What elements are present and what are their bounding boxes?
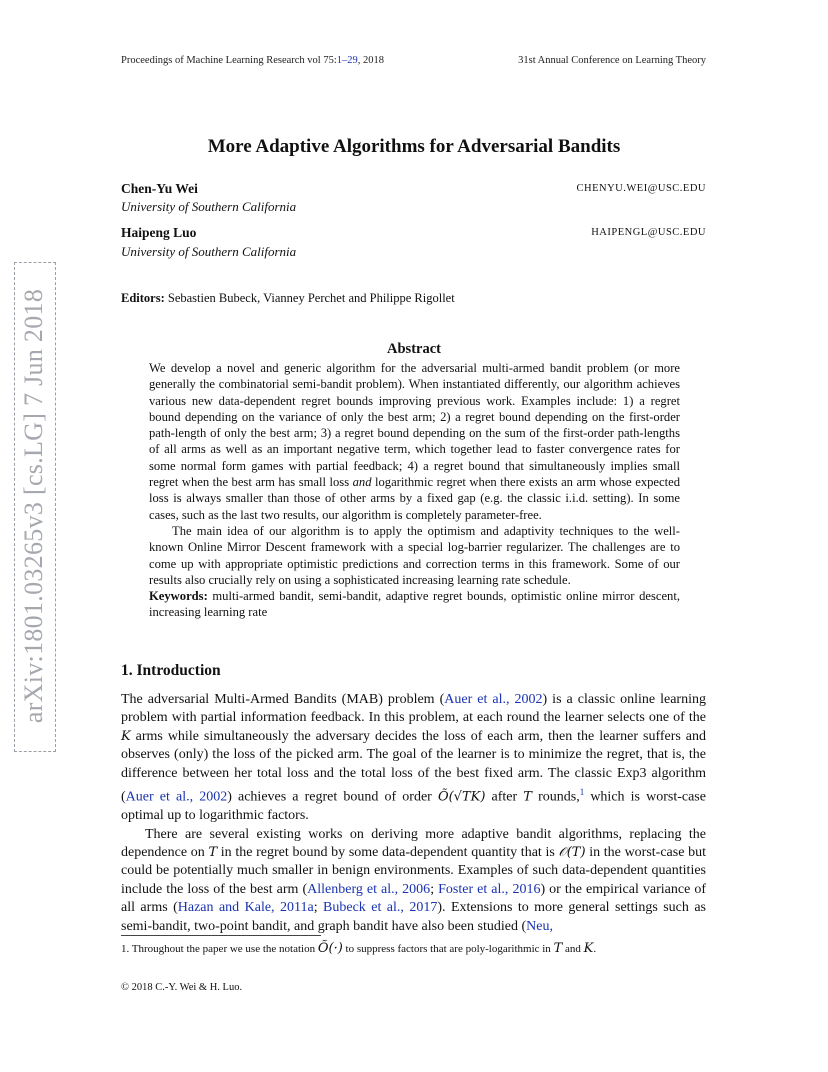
abstract-text: logarithmic regret when there exists an arm whose expected loss is always smaller than those of other arms by a fixed gap (e.g. the classic i.i.d. setting). In some cases, such as the last two results, our algorithm is completely parameter-free. xyxy=(149,475,680,522)
editors-names: Sebastien Bubeck, Vianney Perchet and Philippe Rigollet xyxy=(167,291,455,305)
citation-link[interactable]: Auer et al., 2002 xyxy=(444,692,543,707)
editors-label: Editors: xyxy=(121,291,165,305)
arxiv-watermark[interactable] xyxy=(14,262,56,752)
footnote xyxy=(121,941,706,956)
section-heading: 1. Introduction xyxy=(121,662,221,679)
running-header-conference: 31st Annual Conference on Learning Theory xyxy=(518,55,706,66)
footnote-text: to suppress factors that are poly-logarithmic in xyxy=(342,943,554,955)
copyright-notice: © 2018 C.-Y. Wei & H. Luo. xyxy=(121,982,243,993)
math-expression: Õ(·) xyxy=(317,941,343,956)
body-text: which is worst-case optimal up to logarithmic factors. xyxy=(121,789,706,824)
running-header-journal xyxy=(121,55,384,66)
footnote-marker-link[interactable]: 1 xyxy=(579,787,585,798)
footnote-text: 1. Throughout the paper we use the notation xyxy=(121,943,318,955)
intro-paragraph-2 xyxy=(121,826,706,936)
keywords-label: Keywords: xyxy=(149,589,208,604)
body-text: ) achieves a regret bound of order xyxy=(227,789,438,805)
body-text: ). Extensions to more general settings such as semi-bandit, two-point bandit, and graph bandit have also been studied ( xyxy=(121,900,707,934)
math-symbol: T xyxy=(208,844,218,860)
math-symbol: K xyxy=(121,728,131,744)
citation-link[interactable]: Allenberg et al., 2006 xyxy=(307,881,431,897)
abstract-text: We develop a novel and generic algorithm for the adversarial multi-armed bandit problem (or more generally the combinatorial semi-bandit problem). When instantiated differently, our algorithm achieves various new data-dependent regret bounds improving previous work. Examples include: 1) a regret bound depending on the variance of only the best arm; 2) a regret bound depending on the first-order path-length of only the best arm; 3) a regret bound depending on the sum of the first-order path-lengths of all arms as well as an important negative term, which together lead to faster convergence rates for some normal form games with partial feedback; 4) a regret bound that simultaneously implies small regret when the best arm has small loss xyxy=(149,361,680,490)
math-symbol: T xyxy=(523,789,532,805)
intro-paragraph-1 xyxy=(121,691,706,826)
footnote-text: and xyxy=(562,943,584,955)
body-text: ) is a classic online learning problem with partial information feedback. In this problem, at each round the learner selects one of the xyxy=(121,692,706,726)
journal-prefix: Proceedings of Machine Learning Research vol 75: xyxy=(121,55,337,66)
body-text: ) or the empirical variance of all arms ( xyxy=(121,881,707,916)
abstract-paragraph-1 xyxy=(149,360,680,523)
section-body xyxy=(121,691,706,936)
author-affiliation-1: University of Southern California xyxy=(121,199,297,214)
body-text: in the regret bound by some data-dependent quantity that is xyxy=(217,844,559,860)
body-text: ; xyxy=(430,881,439,897)
paper-title: More Adaptive Algorithms for Adversarial Bandits xyxy=(207,136,621,157)
body-text: rounds, xyxy=(531,789,580,805)
citation-link[interactable]: Auer et al., 2002 xyxy=(125,789,228,805)
author-email-1: CHENYU.WEI@USC.EDU xyxy=(576,183,706,194)
math-symbol: T xyxy=(553,941,563,956)
footnote-rule xyxy=(121,935,321,936)
keywords xyxy=(149,588,680,621)
citation-link[interactable]: Neu, xyxy=(526,918,553,934)
body-text: The adversarial Multi-Armed Bandits (MAB) problem ( xyxy=(121,692,445,707)
citation-link[interactable]: Hazan and Kale, 2011a xyxy=(177,900,314,916)
author-name-1: Chen-Yu Wei xyxy=(121,181,198,196)
body-text: ; xyxy=(313,900,324,916)
citation-link[interactable]: Bubeck et al., 2017 xyxy=(323,900,438,916)
author-email-2: HAIPENGL@USC.EDU xyxy=(591,227,706,238)
math-expression: Õ(√TK) xyxy=(437,789,486,805)
citation-link[interactable]: Foster et al., 2016 xyxy=(438,881,541,897)
body-text: There are several existing works on deriving more adaptive bandit algorithms, replacing the dependence on xyxy=(121,826,706,860)
arxiv-id: arXiv:1801.03265v3 [cs.LG] 7 Jun 2018 xyxy=(19,288,48,724)
math-expression: 𝒪(T) xyxy=(558,844,586,860)
math-symbol: K xyxy=(583,941,594,956)
journal-year: , 2018 xyxy=(357,55,385,66)
abstract-heading: Abstract xyxy=(387,341,441,357)
keywords-list: multi-armed bandit, semi-bandit, adaptive regret bounds, optimistic online mirror descent, increasing learning rate xyxy=(149,589,680,620)
author-name-2: Haipeng Luo xyxy=(121,225,197,240)
footnote-text: . xyxy=(593,943,597,955)
journal-pages-link[interactable]: 1–29 xyxy=(336,55,358,66)
abstract-body xyxy=(149,360,680,621)
body-text: in the worst-case but could be potentially much smaller in benign environments. Examples of such data-dependent quantities include the loss of the best arm ( xyxy=(121,844,706,897)
body-text: arms while simultaneously the adversary decides the loss of each arm, then the learner suffers and observes (only) the loss of the picked arm. The goal of the learner is to minimize the regret, that is, the difference between her total loss and the total loss of the best fixed arm. The classic Exp3 algorithm ( xyxy=(121,728,706,805)
editors-line xyxy=(121,291,455,306)
abstract-paragraph-2: The main idea of our algorithm is to apply the optimism and adaptivity techniques to the well-known Online Mirror Descent framework with a special log-barrier regularizer. The challenges are to come up with appropriate optimistic predictions and correction terms in this framework. Some of our results also crucially rely on using a sophisticated increasing learning rate schedule. xyxy=(149,523,680,587)
body-text: after xyxy=(485,789,524,805)
author-affiliation-2: University of Southern California xyxy=(121,244,297,259)
abstract-emphasis: and xyxy=(352,475,372,490)
